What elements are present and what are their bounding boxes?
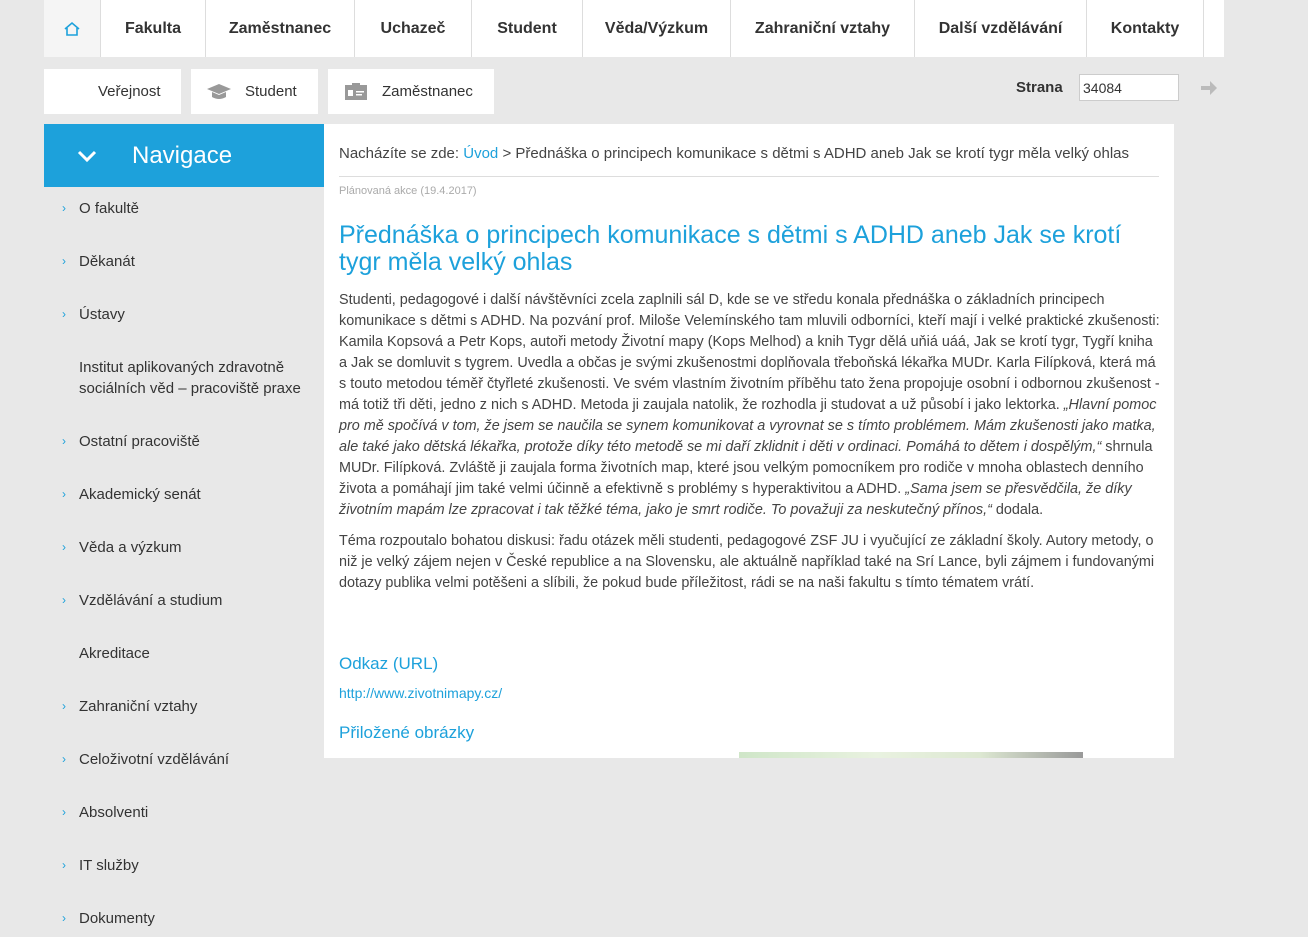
sidebar-item-akademicky-senat[interactable] xyxy=(44,476,324,513)
sidebar-item-label: Věda a výzkum xyxy=(79,539,182,556)
topnav-zamestnanec[interactable]: Zaměstnanec xyxy=(205,0,354,57)
sidebar-item-label: Ostatní pracoviště xyxy=(79,433,200,450)
quote: „Sama jsem se přesvědčila, že díky životním mapám lze zpracovat i tak těžké téma, jako je smrt rodiče. To považuji za neskutečný přínos,“ xyxy=(339,481,1132,518)
chevron-right-icon: › xyxy=(62,858,66,872)
sidebar-item-akreditace[interactable] xyxy=(44,635,324,672)
audience-tab-verejnost[interactable] xyxy=(44,69,181,114)
sidebar-item-ostatni-pracoviste[interactable] xyxy=(44,423,324,460)
topnav-uchazec[interactable]: Uchazeč xyxy=(354,0,471,57)
home-button[interactable] xyxy=(44,0,100,57)
chevron-right-icon: › xyxy=(62,911,66,925)
topnav-zahranicni-vztahy[interactable]: Zahraniční vztahy xyxy=(730,0,914,57)
sidebar-item-ustavy[interactable] xyxy=(44,296,324,333)
topnav-veda-vyzkum[interactable]: Věda/Výzkum xyxy=(582,0,730,57)
text-run: dodala. xyxy=(991,502,1044,518)
sidebar-item-label: IT služby xyxy=(79,857,139,874)
sidebar-item-dokumenty[interactable] xyxy=(44,900,324,937)
breadcrumb-prefix: Nacházíte se zde: xyxy=(339,145,460,162)
text-run: shrnula MUDr. Filípková. Zvláště ji zaujala forma životních map, které jsou velkým pomocníkem pro rodiče v mnoha oblastech denního života a pomáhají jim také velmi účinně a efektivně s problémy s hyperaktivitou a ADHD. xyxy=(339,439,1153,497)
chevron-down-icon xyxy=(72,146,102,166)
breadcrumb-home-link[interactable]: Úvod xyxy=(463,145,499,162)
sidebar-item-zahranicni-vztahy[interactable] xyxy=(44,688,324,725)
sidebar xyxy=(44,124,324,927)
topnav-fakulta[interactable]: Fakulta xyxy=(100,0,205,57)
chevron-right-icon: › xyxy=(62,699,66,713)
chevron-right-icon: › xyxy=(62,307,66,321)
images-heading: Přiložené obrázky xyxy=(339,723,475,742)
sidebar-item-label: Akreditace xyxy=(79,645,150,662)
sidebar-item-celozivotni-vzdelavani[interactable] xyxy=(44,741,324,778)
attached-image[interactable] xyxy=(739,752,1083,758)
external-link[interactable]: http://www.zivotnimapy.cz/ xyxy=(339,685,503,701)
chevron-right-icon: › xyxy=(62,540,66,554)
chevron-right-icon: › xyxy=(62,254,66,268)
navigation-toggle[interactable] xyxy=(44,124,324,187)
breadcrumb-current: Přednáška o principech komunikace s dětmi s ADHD aneb Jak se krotí tygr měla velký ohlas xyxy=(515,145,1129,162)
page-jump-input[interactable] xyxy=(1079,74,1179,101)
sidebar-item-label: Institut aplikovaných zdravotně sociálních věd – pracoviště praxe xyxy=(79,359,301,397)
sidebar-item-institut[interactable] xyxy=(44,349,324,407)
audience-tab-label: Zaměstnanec xyxy=(382,83,473,100)
sidebar-item-veda-a-vyzkum[interactable] xyxy=(44,529,324,566)
chevron-right-icon: › xyxy=(62,593,66,607)
article-paragraph: Téma rozpoutalo bohatou diskusi: řadu otázek měli studenti, pedagogové ZSF JU i vyučující ze základní školy. Autory metody, o niž je velký zájem nejen v České republice a na Slovensku, ale aktuálně například také na Srí Lance, byli zájmem i fundovanými dotazy publika velmi potěšeni a slíbili, že pokud bude příležitost, rádi se na naši fakultu s tímto tématem vrátí. xyxy=(339,533,1155,591)
breadcrumb xyxy=(339,145,1159,177)
graduation-cap-icon xyxy=(205,81,233,103)
article-paragraph xyxy=(339,290,1161,521)
audience-tab-student[interactable] xyxy=(191,69,318,114)
sidebar-item-label: Vzdělávání a studium xyxy=(79,592,223,609)
topnav-student[interactable]: Student xyxy=(471,0,582,57)
sidebar-item-label: Ústavy xyxy=(79,306,125,323)
audience-tab-label: Veřejnost xyxy=(98,83,161,100)
sidebar-item-it-sluzby[interactable] xyxy=(44,847,324,884)
sidebar-item-label: O fakultě xyxy=(79,200,140,217)
page-jump-label: Strana xyxy=(1016,79,1063,96)
sidebar-item-label: Zahraniční vztahy xyxy=(79,698,198,715)
navigation-list xyxy=(44,190,324,937)
breadcrumb-separator: > xyxy=(502,145,512,162)
link-heading: Odkaz (URL) xyxy=(339,654,439,673)
event-meta: Plánovaná akce (19.4.2017) xyxy=(339,185,477,197)
sidebar-item-dekanat[interactable] xyxy=(44,243,324,280)
sidebar-item-o-fakulte[interactable] xyxy=(44,190,324,227)
chevron-right-icon: › xyxy=(62,434,66,448)
navigation-title: Navigace xyxy=(132,141,233,169)
sidebar-item-label: Akademický senát xyxy=(79,486,201,503)
id-card-icon xyxy=(342,81,370,103)
chevron-right-icon: › xyxy=(62,752,66,766)
article-body xyxy=(339,290,1161,604)
sidebar-item-label: Celoživotní vzdělávání xyxy=(79,751,230,768)
sidebar-item-absolventi[interactable] xyxy=(44,794,324,831)
sidebar-item-label: Dokumenty xyxy=(79,910,155,927)
sidebar-item-vzdelavani-a-studium[interactable] xyxy=(44,582,324,619)
article-title: Přednáška o principech komunikace s dětmi s ADHD aneb Jak se krotí tygr měla velký ohlas xyxy=(339,221,1122,276)
text-run: Studenti, pedagogové i další návštěvníci zcela zaplnili sál D, kde se ve středu konala přednáška o základních principech komunikace s dětmi s ADHD. Na pozvání prof. Miloše Velemínského tam mluvili odborníci, kteří mají i velké praktické zkušenosti: Kamila Kopsová a Petr Kops, autoři metody Životní mapy (Kops Melhod) a knih Tygr dělá uňiá uáá, Jak se krotí tygr, Tygří kniha a Jak se domluvit s tygrem. Uvedla a občas je svými zkušenostmi doplňovala třeboňská lékařka MUDr. Karla Filípková, která má s touto metodou téměř čtyřleté zkušenosti. Ve svém vlastním životním příběhu tato žena propojuje osobní i odbornou zkušenost - má totiž tři děti, jedno z nich s ADHD. Metoda ji zaujala natolik, že rozhodla ji studovat a už působí i jako lektorka. xyxy=(339,292,1160,413)
audience-tab-zamestnanec[interactable] xyxy=(328,69,494,114)
arrow-right-icon[interactable] xyxy=(1199,78,1219,98)
audience-tab-label: Student xyxy=(245,83,297,100)
chevron-right-icon: › xyxy=(62,805,66,819)
sidebar-item-label: Děkanát xyxy=(79,253,135,270)
top-navigation xyxy=(44,0,1224,57)
chevron-right-icon: › xyxy=(62,201,66,215)
sidebar-item-label: Absolventi xyxy=(79,804,149,821)
quote: „Hlavní pomoc pro mě spočívá v tom, že jsem se naučila se synem komunikovat a vyrovnat se s tímto problémem. Mám zkušenosti jako matka, ale také jako dětská lékařka, protože díky této metodě se mi daří zklidnit i děti v ordinaci. Pomáhá to dětem i dospělým,“ xyxy=(339,397,1157,455)
topnav-dalsi-vzdelavani[interactable]: Další vzdělávání xyxy=(914,0,1086,57)
topnav-kontakty[interactable]: Kontakty xyxy=(1086,0,1204,57)
home-icon xyxy=(63,21,81,37)
main-content xyxy=(324,124,1174,758)
chevron-right-icon: › xyxy=(62,487,66,501)
